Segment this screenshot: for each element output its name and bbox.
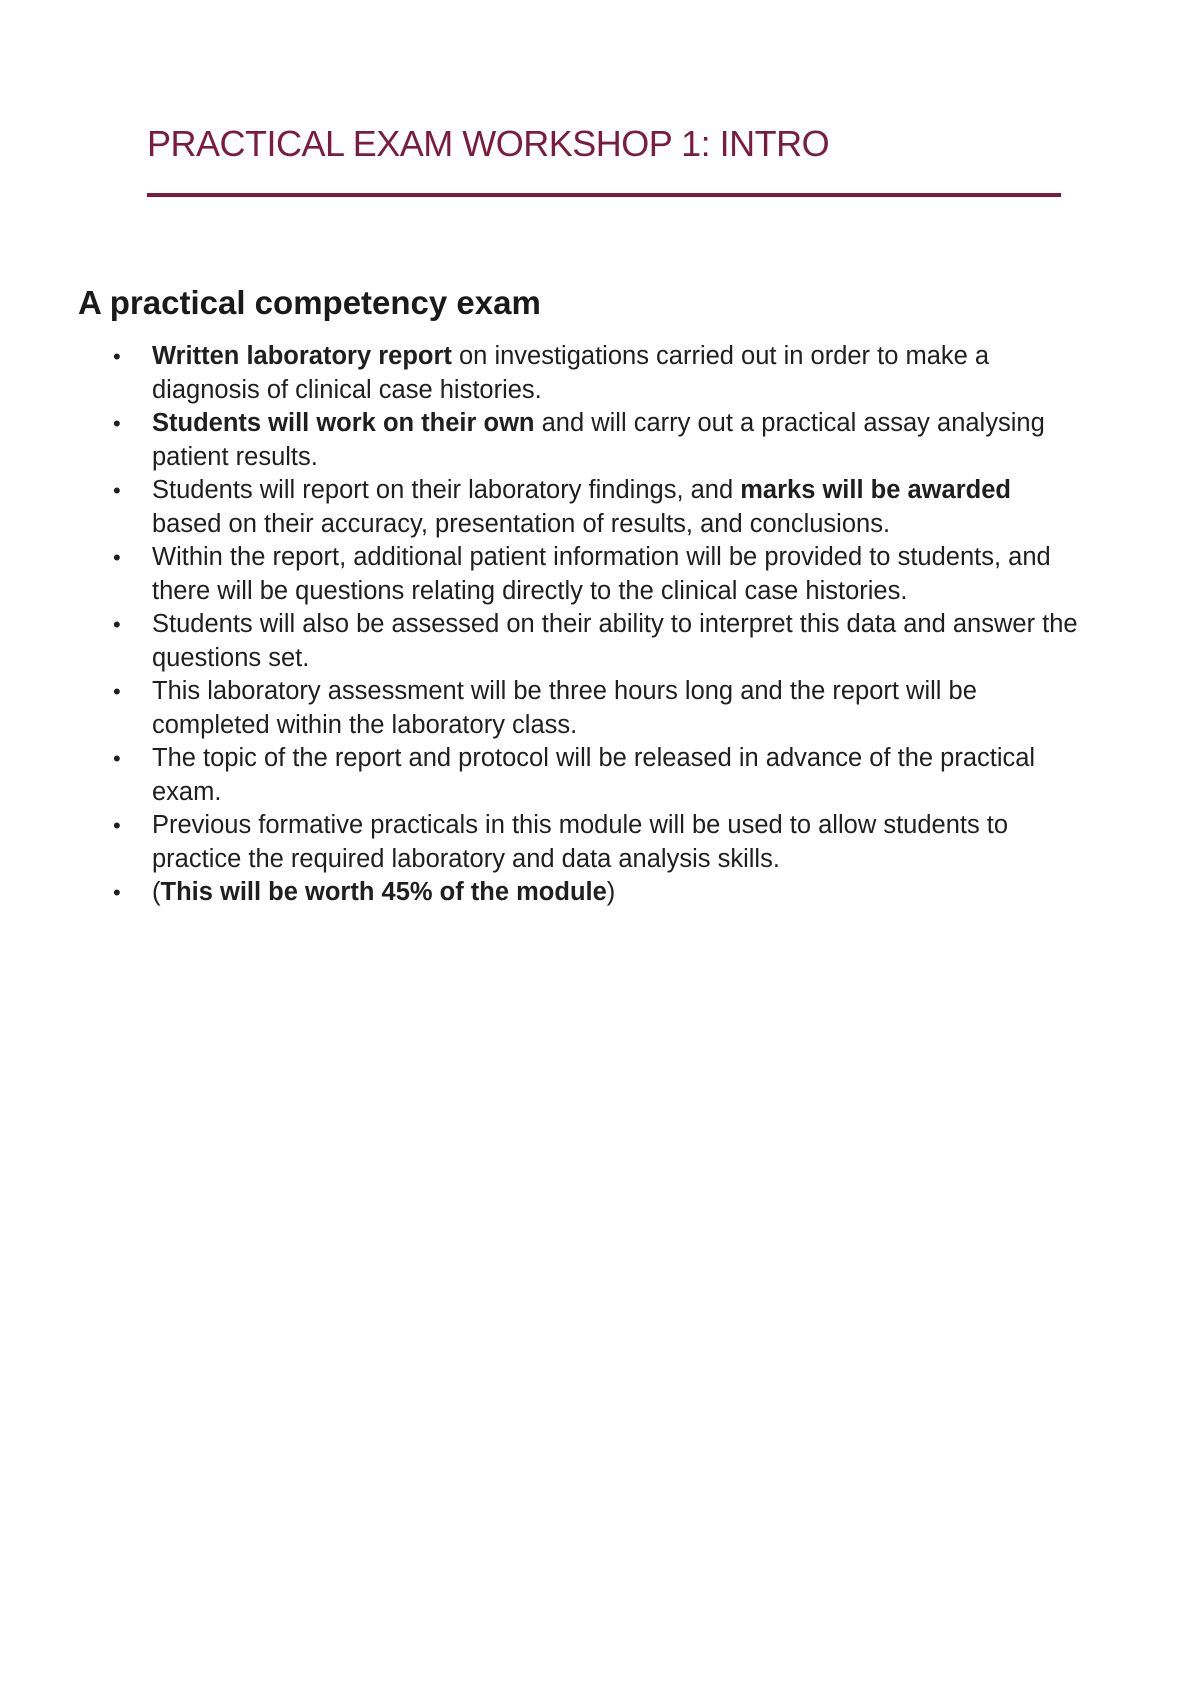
- body-text: (: [152, 878, 161, 906]
- page-title: PRACTICAL EXAM WORKSHOP 1: INTRO: [147, 123, 830, 164]
- body-text: This laboratory assessment will be three hours long and the report will be completed within the laboratory class.: [152, 677, 977, 739]
- section-heading: A practical competency exam: [78, 284, 541, 321]
- list-item: [110, 474, 1080, 541]
- bold-text: Written laboratory report: [152, 342, 452, 370]
- bullet-dot-icon: •: [113, 344, 121, 369]
- bold-text: This will be worth 45% of the module: [160, 878, 607, 906]
- bold-text: Students will work on their own: [152, 409, 535, 437]
- bullet-dot-icon: •: [113, 813, 121, 838]
- bullet-dot-icon: •: [113, 478, 121, 503]
- body-text: on investigations carried out in order to make a diagnosis of clinical case histories.: [152, 342, 990, 404]
- list-item: [110, 407, 1080, 474]
- body-text: Students will also be assessed on their ability to interpret this data and answer the questions set.: [152, 610, 1078, 672]
- body-text: Previous formative practicals in this module will be used to allow students to practice the required laboratory and data analysis skills.: [152, 811, 1009, 873]
- body-text: Students will report on their laboratory findings, and: [152, 476, 741, 504]
- bold-text: marks will be awarded: [740, 476, 1011, 504]
- body-text: based on their accuracy, presentation of results, and conclusions.: [152, 509, 891, 538]
- bullet-dot-icon: •: [113, 545, 121, 570]
- list-item: [110, 608, 1080, 675]
- bullet-dot-icon: •: [113, 612, 121, 637]
- bullet-dot-icon: •: [113, 746, 121, 771]
- body-text: ): [606, 878, 616, 906]
- bullet-dot-icon: •: [113, 411, 121, 436]
- list-item: [110, 340, 1080, 407]
- list-item: [110, 876, 1080, 910]
- list-item: [110, 742, 1080, 809]
- list-item: [110, 809, 1080, 876]
- list-item: [110, 675, 1080, 742]
- bullet-dot-icon: •: [113, 880, 121, 905]
- body-text: Within the report, additional patient information will be provided to students, and there will be questions relating directly to the clinical case histories.: [152, 543, 1051, 605]
- body-text: The topic of the report and protocol will be released in advance of the practical exam.: [152, 744, 1036, 806]
- bullet-dot-icon: •: [113, 679, 121, 704]
- list-item: [110, 541, 1080, 608]
- body-text: and will carry out a practical assay analysing patient results.: [152, 409, 1045, 471]
- title-divider: [147, 193, 1061, 197]
- bullet-list: [110, 340, 1080, 910]
